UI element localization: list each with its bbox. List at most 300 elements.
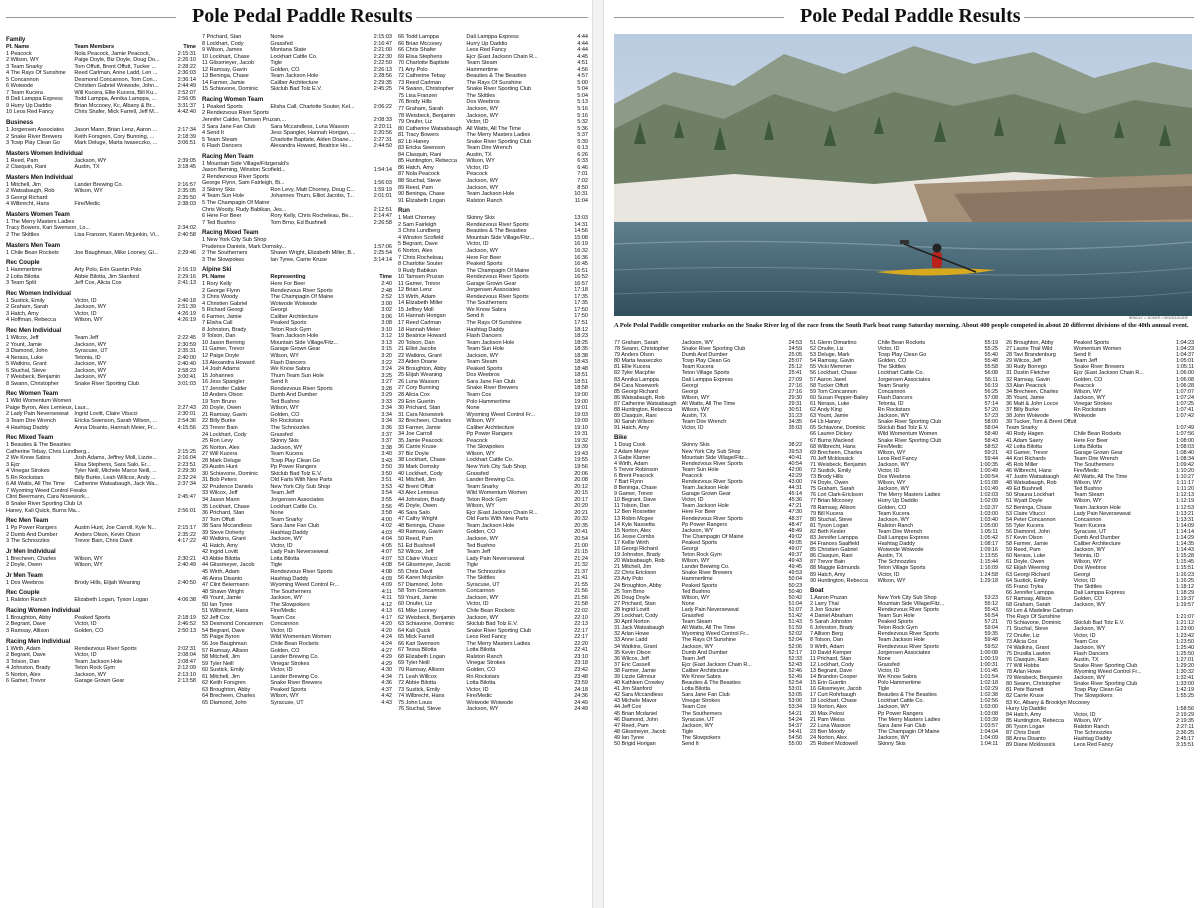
place-name: 89 Hatch, Amy (810, 571, 846, 578)
time-cell: 1:04:11 (980, 741, 998, 747)
time-cell: 2:13:58 (177, 678, 196, 685)
time-cell: 59:35 (984, 631, 998, 638)
team-cell: Dos Weebros (877, 474, 911, 481)
place-name: 17 Jennifer Calder (202, 385, 247, 392)
time-cell: 20:20 (574, 503, 588, 510)
team-cell: Team Jackson Hole (270, 333, 319, 340)
time-cell: 4:29 (381, 660, 392, 667)
time-cell: 2:28:56 (373, 73, 392, 80)
place-name: 1 Doug Cook (614, 442, 646, 449)
team-cell: Skinny Skis (466, 215, 495, 222)
time-cell: 3:18:45 (177, 164, 196, 171)
time-cell: 6:46 (577, 164, 588, 171)
place-name: 63 Schiavone, Dominic (398, 621, 455, 628)
section-heading: Racing Men Individual (6, 637, 71, 645)
column-header: Pl. Name (6, 44, 30, 50)
section-heading: Family (6, 36, 26, 43)
time-cell: 3:24 (381, 366, 392, 373)
time-cell: 19:01 (574, 405, 588, 412)
time-cell: 3:14:14 (373, 256, 392, 263)
place-name: 81 Pete Barnett (1006, 687, 1044, 694)
result-row (6, 232, 196, 239)
time-cell: 19:56 (574, 464, 588, 470)
place-name: 53 Claire Vitucci (1006, 510, 1045, 517)
team-cell: Ejcr (East Jackson Chain R... (1073, 370, 1144, 377)
place-name: 74 Doyle, Owen (810, 480, 849, 487)
place-name: 36 Carrie Kruse (398, 444, 437, 451)
place-name: 2 Adam Meyer (614, 448, 649, 455)
place-name: 1 Jorgensen Associates (6, 127, 64, 134)
place-name: 88 Maggie Edmunds (810, 565, 860, 572)
time-cell: 25:12 (788, 364, 802, 371)
result-section (6, 390, 196, 431)
place-name: 48 Glissmeyer, Jacob (614, 728, 666, 735)
place-name: 85 Georgi Richard (614, 388, 658, 395)
place-name: 81 Ellie Kucera (614, 364, 651, 371)
team-cell: Brody Hills, Elijah Weaning (74, 579, 141, 586)
place-name: 43 Gamer, Trevor (1006, 449, 1048, 456)
time-cell: 21:41 (574, 575, 588, 582)
place-name: 4 Vinegar Strokes (6, 468, 50, 475)
time-cell: 1:05:42 (979, 535, 998, 541)
time-cell: 2:08:47 (177, 658, 196, 665)
place-name: 7 Allison Berg (810, 631, 843, 638)
place-name: 33 Alan Peacock (1006, 382, 1047, 389)
place-name: 49 Ed Bushnell (1006, 486, 1043, 493)
place-name: 60 Onufer, Liz (398, 601, 433, 608)
time-cell: 19:00 (574, 398, 588, 405)
place-name: 65 Franci Tryka (1006, 583, 1044, 590)
team-cell: Ted Bushno (681, 588, 711, 595)
time-cell: 1:05:01 (1175, 358, 1194, 365)
time-cell: 4:24 (381, 641, 392, 648)
time-cell: 2:16:47 (373, 40, 392, 47)
team-cell: Anna Disanto, Hannah Meier, Fr... (74, 424, 158, 431)
time-cell: 16:51 (574, 267, 588, 274)
place-name: 1 Wilcox, Jeff (6, 334, 39, 341)
section-heading: Jr Men Individual (6, 547, 56, 555)
time-cell: 1:12:53 (1175, 504, 1194, 511)
time-cell: 2:15:31 (177, 50, 196, 57)
time-cell: 1:00:35 (979, 461, 998, 468)
place-name: 64 Lb Haney (810, 419, 841, 426)
place-name: 73 Sustick, Emily (398, 686, 440, 693)
time-cell: 1:15:44 (979, 559, 998, 566)
team-cell: Vinegar Strokes (681, 698, 720, 705)
team-cell: Tyler Neill, Michele Marce Neill, ... (74, 468, 157, 475)
time-cell: 52:02 (788, 631, 802, 638)
place-name: 35 Jamie Peacock (398, 437, 443, 444)
time-cell: 1:16:25 (1175, 577, 1194, 584)
place-name: 5 Begrant, Dave (398, 241, 438, 248)
time-cell: 38:22 (788, 442, 802, 449)
place-name: 82 Carrie Kruse (1006, 693, 1044, 700)
team-cell: Rendezvous River Sports (681, 515, 743, 522)
team-cell: Tigle (466, 562, 479, 569)
place-name: 15 Schiavone, Dominic (202, 86, 259, 93)
team-cell: Peaked Sports (466, 261, 503, 268)
place-name: 76 Clasquin, Rani (1006, 656, 1049, 663)
place-name: 45 Rob Miller (1006, 461, 1038, 468)
place-name: 2 Rendezvous River Sports (202, 173, 269, 180)
team-cell: Lander Brewing Co. (270, 654, 319, 661)
place-name: 2 George Flynn (202, 287, 240, 294)
team-cell: Teton Rock Gym (466, 496, 508, 503)
team-cell: Lady Pain Neverseweat (1073, 510, 1131, 517)
time-cell: 4:20 (381, 621, 392, 628)
team-cell: Hashtag Daddy (877, 541, 915, 548)
team-cell: Team Jackson Hole (681, 485, 729, 492)
place-name: 1 Mitchell, Jim (6, 181, 41, 188)
time-cell: 2:02:31 (177, 645, 196, 652)
place-name: 3 Diamond, John (6, 348, 48, 355)
time-cell: 2:46:18 (177, 297, 196, 304)
team-cell: All Watts, All The Time (681, 400, 736, 407)
place-name: 37 Biz Doyle (398, 450, 429, 457)
time-cell: 55:12 (984, 600, 998, 607)
time-cell: 2:36:25 (1175, 730, 1194, 736)
time-cell: 4:57 (577, 73, 588, 80)
place-name: 13 Wirth, Adam (398, 293, 436, 300)
place-name: 57 Kevin Olson (1006, 535, 1043, 541)
time-cell: 2:22:50 (373, 60, 392, 67)
place-name: 57 Aaron Jaeel (810, 376, 846, 383)
time-cell: 2:27:11 (1176, 723, 1194, 730)
team-cell: Golden, CO (1073, 595, 1103, 602)
time-cell: 2:36:03 (177, 70, 196, 77)
team-cell: Syracuse, UT (270, 699, 304, 706)
place-name: 9 Rudy Babikan (398, 267, 437, 274)
place-name: 7 Prichard, Stan (202, 34, 242, 40)
place-name: 69 Elisa Stephens (398, 53, 443, 60)
place-name: 78 Weisbeck, Benjamin (398, 112, 456, 119)
time-cell: 22:17 (574, 627, 588, 634)
team-cell: The Southerners (270, 588, 312, 595)
time-cell: 3:27 (381, 379, 392, 386)
team-cell: Golden, CO (270, 647, 300, 654)
time-cell: 2:44:50 (373, 143, 392, 150)
team-cell: Team Snarky (877, 382, 910, 389)
time-cell: 5:00 (577, 79, 588, 86)
team-cell: Beauties & The Beasties (466, 73, 527, 80)
time-cell: 2:20:56 (373, 130, 392, 137)
place-name: 70 Schiavone, Dominic (1006, 620, 1062, 627)
result-row (6, 381, 196, 388)
place-name: 29 Lockhart, Cody (614, 613, 658, 620)
team-cell: Rendezvous River Sports (877, 631, 939, 638)
place-name: 89 Clasquin, Rani (614, 413, 657, 420)
place-name: 85 Huntington, Rebecca (398, 158, 457, 165)
time-cell: 1:08:40 (1175, 449, 1194, 456)
place-name: 26 Doug Doyle (614, 594, 650, 601)
time-cell: 1:15:51 (1175, 565, 1194, 572)
place-name: 57 Diamond, John (398, 581, 443, 588)
time-cell: 3:15:51 (1175, 742, 1194, 749)
place-name: 28 Alicia Cox (398, 391, 430, 398)
place-name: 59 Tom Concannon (810, 388, 857, 395)
team-cell: Catherine Watsabaugh, Jack Wa... (74, 481, 159, 488)
place-name: 12 Brian Lenz (398, 287, 432, 294)
team-cell: The Slowpokes (466, 444, 504, 451)
team-cell: Team Cox (1073, 638, 1099, 645)
time-cell: 20:12 (574, 483, 588, 490)
place-name: 40 Watkins, Grant (202, 536, 246, 543)
team-cell: The Merry Masters Ladies (877, 716, 941, 723)
place-name: 43 Abbie Bilotta (202, 555, 241, 562)
time-cell: 4:09 (381, 575, 392, 582)
team-cell: Golden, CO (877, 358, 907, 365)
time-cell: 59:44 (984, 455, 998, 462)
time-cell: 1:02:09 (979, 498, 998, 505)
place-name: 3 Ejcr (6, 461, 20, 468)
team-cell: Team Kucera (877, 510, 910, 517)
place-name: 7 Bart Flynn (614, 478, 644, 485)
place-name: 73 Brody Hills (810, 474, 844, 481)
place-name: 6 All Watts, All The Time (6, 481, 65, 488)
place-name: 37 Tom Offutt (202, 516, 235, 523)
team-cell: Team Cox (466, 391, 492, 398)
team-cell: Skinny Skis (877, 741, 906, 747)
time-cell: 1:25:40 (1175, 644, 1194, 651)
place-name: 1 Rory Kelly (202, 280, 232, 287)
place-name: 44 Glissmeyer, Jacob (202, 562, 255, 569)
team-cell: Team Snarky (466, 483, 499, 490)
team-cell: We Know Sabra (466, 306, 507, 313)
place-name: 22 Chris Erickson (614, 570, 657, 577)
team-cell: Golden, CO (877, 504, 907, 511)
time-cell: 4:04 (381, 536, 392, 543)
time-cell: 1:04:04 (979, 728, 998, 735)
time-cell: 53:06 (788, 698, 802, 705)
team-cell: Caliber Architecture (466, 424, 515, 431)
team-cell: Hurry Up Daddio (877, 498, 918, 505)
result-row (398, 706, 588, 713)
place-name: 18 Hannah Meier (398, 326, 441, 333)
time-cell: 42:29 (788, 472, 802, 479)
place-name: 71 Leah Willcox (398, 673, 437, 680)
results-column-6 (1006, 340, 1194, 908)
team-cell: Fire/Medic (74, 201, 100, 208)
result-row (614, 425, 802, 431)
team-cell: Hashtag Daddy (1073, 736, 1111, 743)
team-cell: Jackson, WY (681, 722, 714, 729)
place-name: 28 Tavi Brandenburg (1006, 352, 1056, 359)
team-cell: Wilson, WY (1073, 480, 1102, 487)
result-row (6, 628, 196, 635)
time-cell: 54:24 (788, 716, 802, 723)
time-cell: 56:11 (984, 376, 998, 383)
team-cell: Austin, TX (1073, 656, 1099, 663)
team-cell: Golden, CO (466, 529, 496, 536)
place-name: 24 Norton, Alex (810, 734, 847, 741)
time-cell: 1:00:08 (979, 649, 998, 656)
result-row (1006, 742, 1194, 748)
team-cell: Team Dire Wrench (877, 528, 923, 535)
time-cell: 54:41 (788, 728, 802, 735)
team-cell: Mountain Side Village/Fitz... (270, 339, 339, 346)
place-name: 6 Johnston, Brady (810, 625, 854, 632)
place-name: Haney, Kali Quick, Burns Ma... (6, 507, 81, 514)
team-cell: Jackson, WY (466, 178, 499, 185)
time-cell: 18:51 (574, 372, 588, 379)
place-name: 4 Christien Gabriel (202, 300, 248, 307)
time-cell: 1:56:03 (373, 180, 392, 187)
time-cell: 1:14:43 (1175, 547, 1194, 554)
time-cell: 3:36 (381, 424, 392, 431)
time-cell: 1:07:49 (1175, 425, 1194, 432)
team-cell: Victor, ID (466, 241, 489, 248)
team-cell: Jackson, WY (74, 361, 107, 368)
time-cell: 2:26:13 (373, 66, 392, 73)
time-cell: 2:30:21 (177, 555, 196, 562)
place-name: 2 Graham, Sarah (6, 304, 49, 311)
place-name: 31 Jack Watsabaugh (614, 625, 665, 632)
time-cell: 24:49 (574, 706, 588, 713)
place-name: 1 Peacock (6, 50, 32, 57)
time-cell: 4:03 (381, 529, 392, 536)
time-cell: 52:33 (788, 655, 802, 662)
place-name: 44 Jeff Cox (614, 704, 642, 711)
time-cell: 3:31:37 (177, 102, 196, 109)
section-heading: Masters Men Individual (6, 173, 73, 181)
time-cell: 7:02 (577, 178, 588, 185)
place-name: 63 Yount, Jamie (810, 413, 849, 420)
time-cell: 57:23 (984, 413, 998, 420)
time-cell: 1:59:19 (373, 186, 392, 193)
place-name: 41 Adam Saery (1006, 437, 1043, 444)
place-name: 2 The Southerners (202, 250, 248, 257)
page-title-left: Pole Pedal Paddle Results (186, 5, 419, 28)
place-name: 36 Wilcox, Jeff (614, 655, 649, 662)
time-cell: 3:02 (381, 307, 392, 314)
place-name: 68 Elizabeth Logan (398, 653, 445, 660)
team-cell: None (877, 655, 891, 662)
place-name: 39 Steve Doherty (202, 529, 245, 536)
place-name: 60 Sustick, Emily (202, 667, 244, 674)
time-cell: 1:02:18 (979, 680, 998, 687)
team-cell: The Merry Masters Ladies (466, 640, 531, 647)
place-name: 70 Charlotte Baptiste (398, 60, 450, 67)
place-name: 5 Norton, Alex (6, 671, 41, 678)
team-cell: Team Cox (681, 704, 707, 711)
place-name: 65 Mick Farrell (398, 634, 434, 641)
team-cell: Paige Doyle, Biz Doyle, Doug Do... (74, 57, 160, 64)
place-name: 76 Brody Hills (398, 99, 432, 106)
place-name: 40 Rody Hagen (1006, 431, 1044, 438)
time-cell: 1:03:08 (979, 710, 998, 717)
time-cell: 5:39 (577, 138, 588, 145)
place-name: 60 Nerass, Luke (1006, 553, 1046, 560)
team-cell: Golden, CO (270, 66, 300, 73)
place-name: 16 Jesse Combs (614, 533, 655, 540)
time-cell: 1:24:58 (979, 571, 998, 578)
time-cell: 27:16 (788, 388, 802, 395)
team-cell: Wyoming Weed Control Fr... (270, 582, 340, 589)
place-name: 66 Todd Lamppa (398, 34, 439, 40)
place-name: 48 Beninga, Chase (398, 522, 445, 529)
team-cell: Ian Tyree, Carrie Kruse (270, 256, 327, 263)
team-cell: Jackson, WY (74, 671, 107, 678)
time-cell: 2:30:01 (177, 411, 196, 418)
place-name: 3 Team Split (6, 280, 37, 287)
time-cell: 4:06:38 (177, 597, 196, 604)
team-cell: Jorgensen Associates (466, 287, 520, 294)
team-cell: Ralston Ranch (466, 197, 503, 204)
team-cell: Woiwode Woiwode (270, 300, 318, 307)
place-name: 71 Weisbeck, Benjamin (810, 461, 867, 468)
team-cell: Jackson, WY (466, 247, 499, 254)
team-cell: Send It (270, 379, 288, 386)
time-cell: 2:22:30 (373, 53, 392, 60)
team-cell: Josh Adams, Jeffrey Moll, Lizzie... (74, 455, 157, 462)
time-cell: 2:28:22 (177, 63, 196, 70)
place-name: 3 The Slowpokes (202, 256, 245, 263)
time-cell: 54:56 (788, 734, 802, 741)
place-name: 48 Shawn Wright (202, 588, 244, 595)
team-cell: Rendezvous River Sports (877, 643, 939, 650)
team-cell: Concannon (466, 588, 495, 595)
time-cell: 55:48 (984, 358, 998, 365)
team-cell: Wilson, WY (877, 577, 906, 584)
time-cell: 3:13 (381, 339, 392, 346)
team-cell: The Southerners (1073, 461, 1114, 468)
team-cell: Jackson, WY (1073, 394, 1106, 401)
time-cell: 5:37 (577, 132, 588, 139)
team-cell: Rendezvous River Sports (681, 478, 743, 485)
time-cell: 19:31 (574, 431, 588, 438)
place-name: 58 Tucker Offutt (810, 382, 849, 389)
time-cell: 18:58 (574, 385, 588, 392)
team-cell: Team Steam (1073, 492, 1105, 499)
result-row (6, 597, 196, 604)
place-name: 50 Brigid Horigan (614, 741, 656, 747)
time-cell: 1:06:00 (1175, 370, 1194, 377)
place-name: 52 Beninga, Chase (1006, 504, 1052, 511)
team-cell: Jackson, WY (681, 643, 714, 650)
time-cell: 4:05 (381, 542, 392, 549)
time-cell: 1:07:56 (1175, 431, 1194, 438)
place-name: 5 The Champagin Of Maine (202, 200, 270, 207)
place-name: Catherine Tebay, Chris Lundberg... (6, 448, 91, 455)
team-cell: Jackson, WY (74, 157, 107, 164)
place-name: 76 Lori Clark-Erickson (810, 492, 864, 499)
time-cell: 16:45 (574, 261, 588, 268)
place-name: 30 Schiavone, Dominic (202, 470, 259, 477)
place-name: 46 Anna Disanto (202, 575, 243, 582)
time-cell: 1:07:07 (1175, 388, 1194, 395)
team-cell: Ralston Ranch (877, 522, 914, 529)
place-name: 70 Jeff Mcklossick (810, 455, 854, 462)
team-cell: Peaked Sports (74, 614, 111, 621)
time-cell: 2:27:31 (373, 136, 392, 143)
time-cell: 54:37 (788, 722, 802, 729)
team-cell: Jackson, WY (877, 516, 910, 523)
team-cell: Victor, ID (877, 667, 900, 674)
place-name: 43 Michele Mavor (614, 698, 657, 705)
team-cell: Jackson, WY (877, 413, 910, 420)
team-cell: Christien Gabriel Woiwode, John... (74, 83, 159, 90)
place-name: 83 Jennifer Lamppa (810, 535, 858, 541)
time-cell: 3:56 (381, 503, 392, 510)
team-cell: Skiclub Bad Tolz E.V. (466, 621, 518, 628)
time-cell: 1:08:03 (1175, 443, 1194, 450)
team-cell: Elisha Call, Charlotte Souter, Kel... (270, 103, 355, 110)
team-cell: Jackson, WY (74, 341, 107, 348)
time-cell: 4:12 (381, 601, 392, 608)
team-cell: Dali Lamppa Express (877, 535, 929, 541)
team-cell: Dumb And Dumber (681, 352, 728, 359)
team-cell: Austin, TX (681, 413, 707, 420)
